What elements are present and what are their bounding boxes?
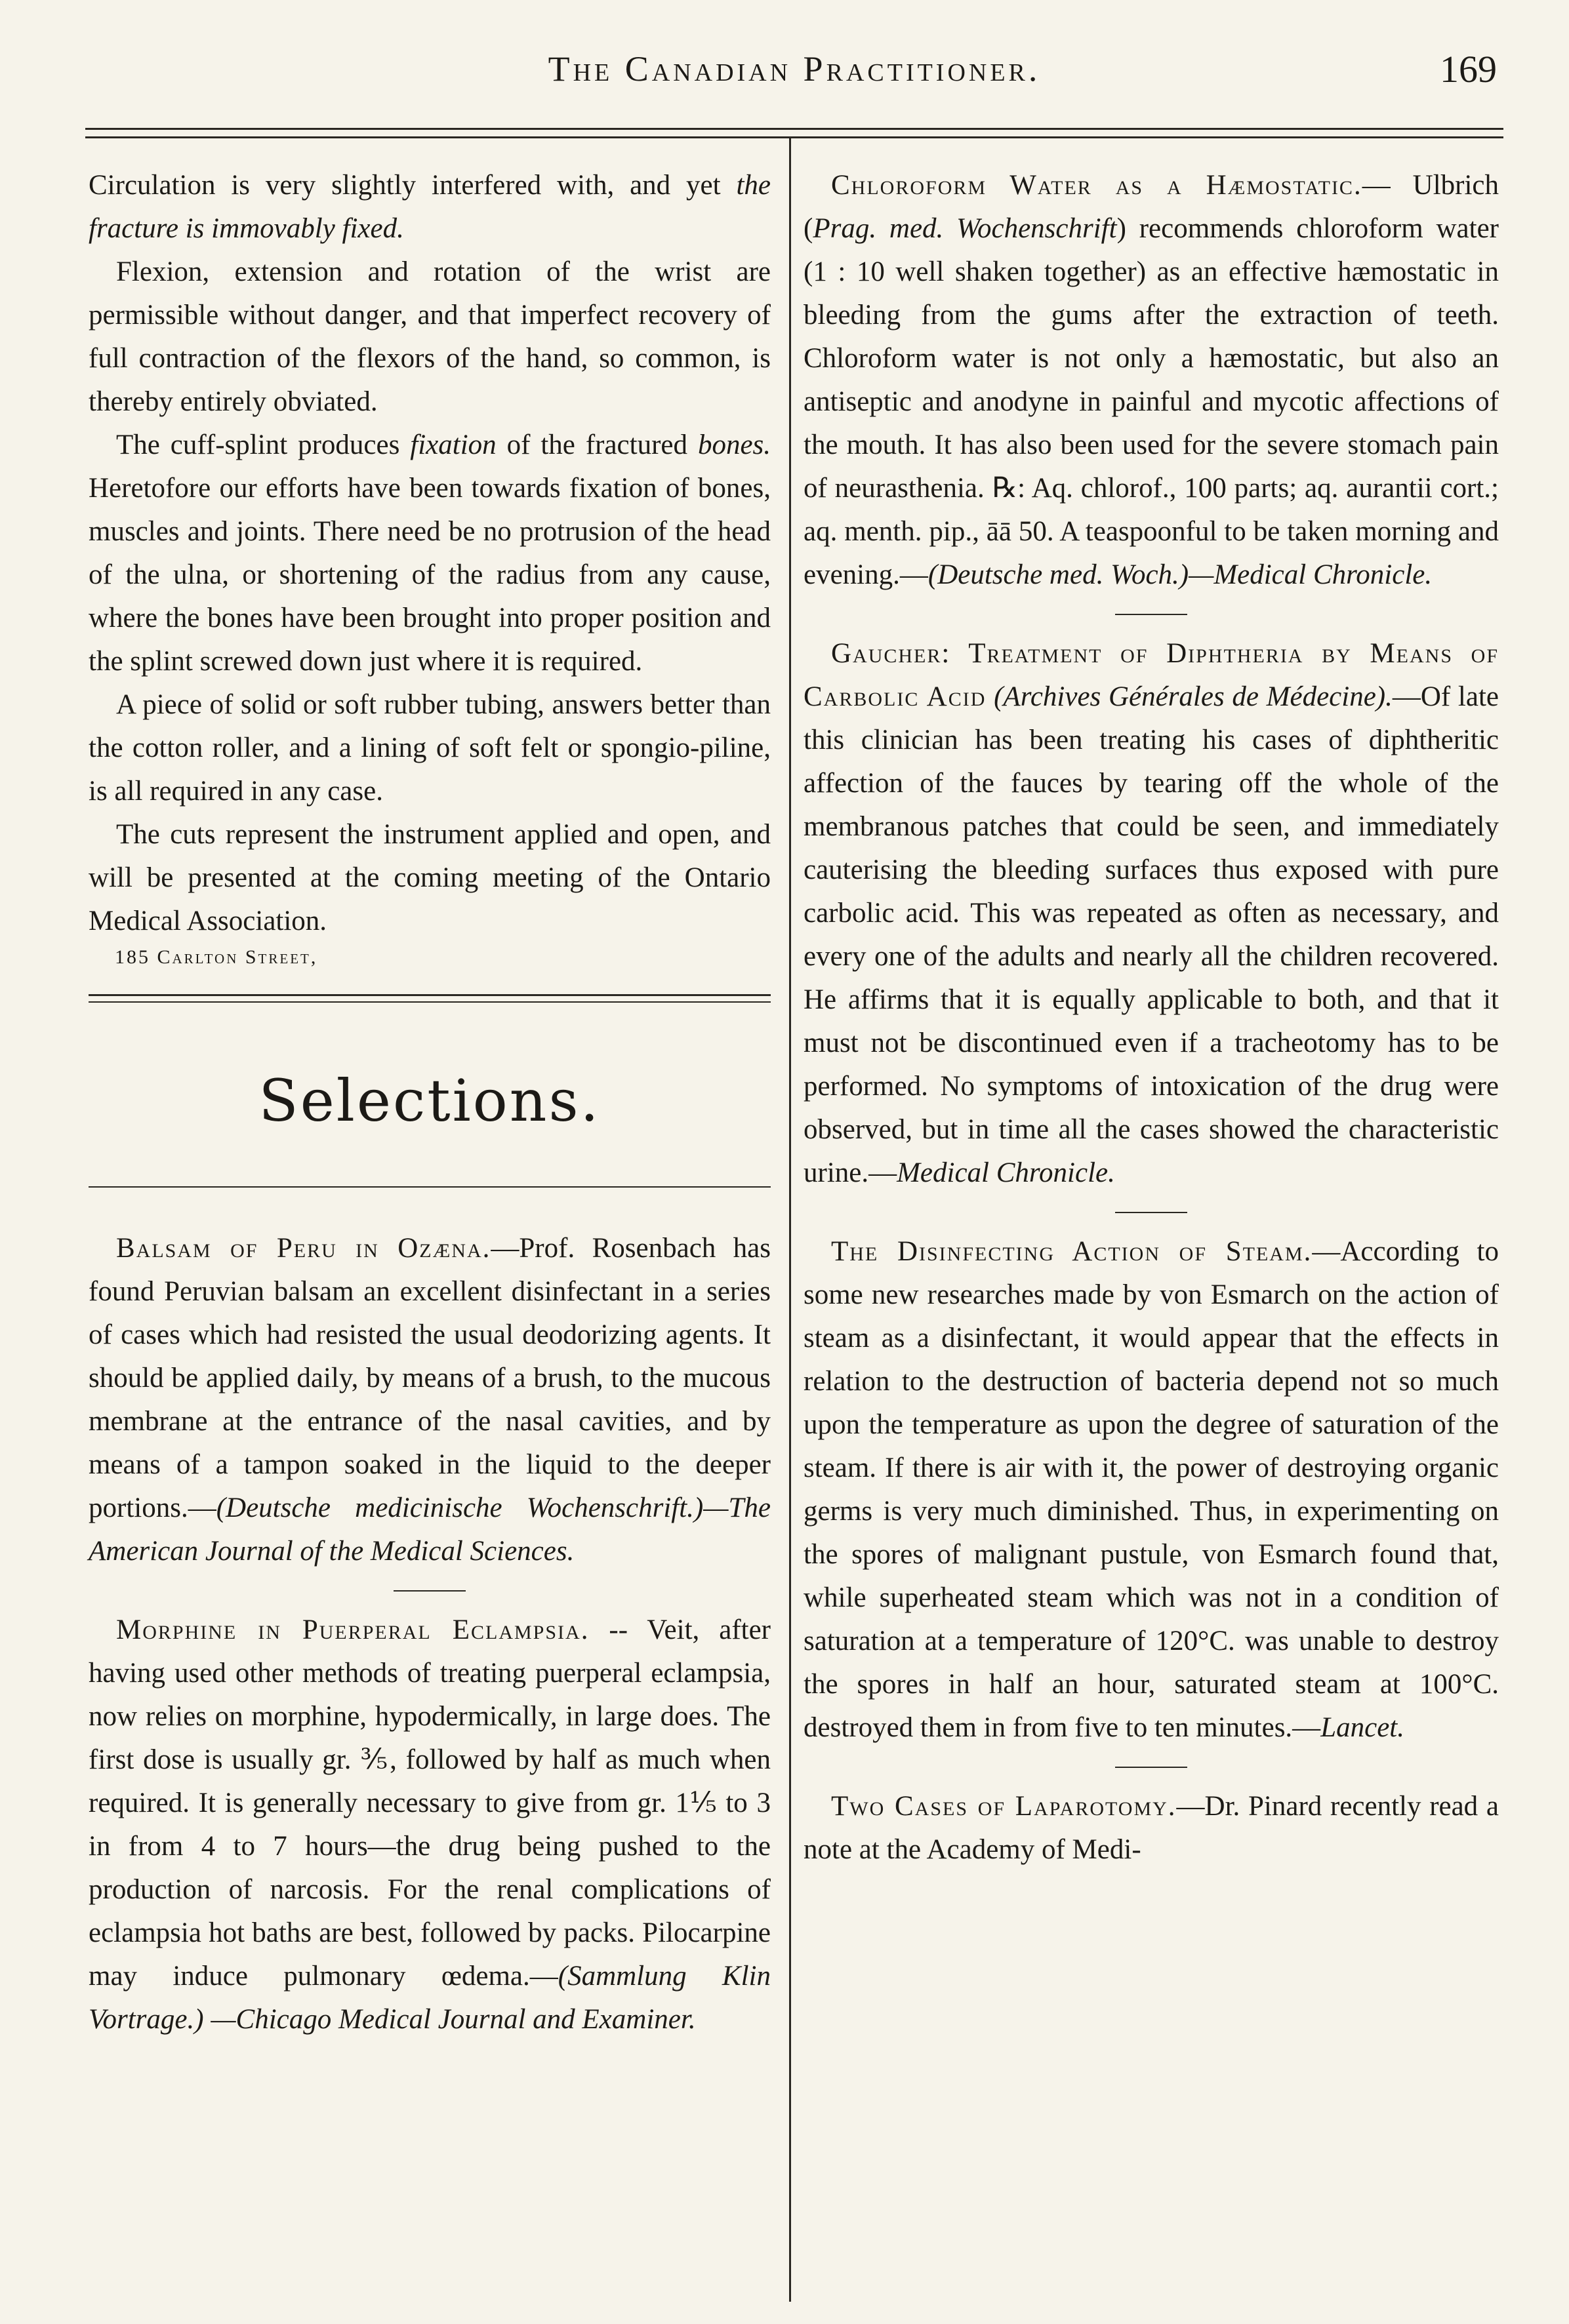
right-column [804, 164, 1499, 1872]
header-rule [85, 128, 1503, 138]
article-separator [1115, 1767, 1187, 1768]
article-heading: The Disinfecting Action of Steam. [831, 1236, 1313, 1267]
article-source: (Deutsche medicinische Wochenschrift.)—The American Journal of the Medical Sciences. [89, 1493, 771, 1567]
paragraph-flexion: Flexion, extension and rotation of the wrist are permissible without danger, and that imperfect recovery of full contraction of the flexors of the hand, so common, is thereby entirely obviated. [89, 256, 771, 417]
article-separator [1115, 614, 1187, 615]
article-source: Lancet. [1320, 1712, 1404, 1743]
article-source: (Sammlung Klin Vortrage.) —Chicago Medical Journal and Examiner. [89, 1961, 771, 2035]
left-column [89, 164, 771, 2041]
article-balsam: Balsam of Peru in Ozæna.—Prof. Rosenbach has found Peruvian balsam an excellent disinfectant in a series of cases which had resisted the usual deodorizing agents. It should be applied daily, by means of a brush, to the mucous membrane at the entrance of the nasal cavities, and by means of a tampon soaked in the liquid to the deeper portions.—(Deutsche medicinische Wochenschrift.)—The American Journal of the Medical Sciences. [89, 1233, 771, 1567]
article-heading: Chloroform Water as a Hæmostatic. [831, 170, 1362, 201]
running-header [85, 39, 1503, 105]
article-chloroform: Chloroform Water as a Hæmostatic.— Ulbrich (Prag. med. Wochenschrift) recommends chloroform water (1 : 10 well shaken together) as an effective hæmostatic in bleeding from the gums after the extraction of teeth. Chloroform water is not only a hæmostatic, but also an antiseptic and anodyne in painful and mycotic affections of the mouth. It has also been used for the severe stomach pain of neurasthenia. ℞: Aq. chlorof., 100 parts; aq. aurantii cort.; aq. menth. pip., āā 50. A teaspoonful to be taken morning and evening.—(Deutsche med. Woch.)—Medical Chronicle. [804, 170, 1499, 590]
paragraph-cuts: The cuts represent the instrument applied and open, and will be presented at the coming meeting of the Ontario Medical Association. [89, 819, 771, 936]
article-source: (Deutsche med. Woch.)—Medical Chronicle. [927, 559, 1433, 590]
paragraph-rubber-tubing: A piece of solid or soft rubber tubing, answers better than the cotton roller, and a lining of soft felt or spongio-piline, is all required in any case. [89, 689, 771, 807]
article-heading: Gaucher: Treatment of Diphtheria by Means of Carbolic Acid [804, 638, 1499, 712]
article-heading: Morphine in Puerperal Eclampsia. [116, 1614, 590, 1645]
page-number: 169 [1440, 48, 1497, 90]
article-steam: The Disinfecting Action of Steam.—According to some new researches made by von Esmarch on the action of steam as a disinfectant, it would appear that the effects in relation to the destruction of bacteria depend not so much upon the temperature as upon the degree of saturation of the steam. If there is air with it, the power of destroying organic germs is very much diminished. Thus, in experimenting on the spores of malignant pustule, von Esmarch found that, while superheated steam which was not in a condition of saturation at a temperature of 120°C. was unable to destroy the spores in half an hour, saturated steam at 100°C. destroyed them in from five to ten minutes.—Lancet. [804, 1236, 1499, 1743]
journal-title: The Canadian Practitioner. [548, 49, 1041, 89]
section-rule [89, 994, 771, 1003]
article-heading: Two Cases of Laparotomy. [831, 1791, 1177, 1822]
article-gaucher: Gaucher: Treatment of Diphtheria by Means of Carbolic Acid (Archives Générales de Médecine).—Of late this clinician has been treating his cases of diphtheritic affection of the fauces by tearing off the whole of the membranous patches that could be seen, and immediately cauterising the bleeding surfaces thus exposed with pure carbolic acid. This was repeated as often as necessary, and every one of the adults and nearly all the children recovered. He affirms that it is equally applicable to both, and that it must not be discontinued even if a tracheotomy has to be performed. No symptoms of intoxication of the drug were observed, but in time all the cases showed the characteristic urine.—Medical Chronicle. [804, 638, 1499, 1188]
article-separator [1115, 1212, 1187, 1213]
article-source: Medical Chronicle. [897, 1157, 1115, 1188]
paragraph-circulation: Circulation is very slightly interfered with, and yet the fracture is immovably fixed. [89, 170, 771, 244]
section-title: Selections. [258, 1067, 601, 1134]
article-separator [394, 1590, 466, 1592]
article-laparotomy: Two Cases of Laparotomy.—Dr. Pinard recently read a note at the Academy of Medi- [804, 1791, 1499, 1865]
title-rule [89, 1186, 771, 1188]
address-signoff: 185 Carlton Street, [115, 946, 318, 968]
article-morphine: Morphine in Puerperal Eclampsia. -- Veit, after having used other methods of treating puerperal eclampsia, now relies on morphine, hypodermically, in large does. The first dose is usually gr. ⅗, followed by half as much when required. It is generally necessary to give from gr. 1⅕ to 3 in from 4 to 7 hours—the drug being pushed to the production of narcosis. For the renal complications of eclampsia hot baths are best, followed by packs. Pilocarpine may induce pulmonary œdema.—(Sammlung Klin Vortrage.) —Chicago Medical Journal and Examiner. [89, 1614, 771, 2035]
column-divider [789, 138, 791, 2302]
paragraph-cuff-splint: The cuff-splint produces fixation of the fractured bones. Heretofore our efforts have been towards fixation of bones, muscles and joints. There need be no protrusion of the head of the ulna, or shortening of the radius from any cause, where the bones have been brought into proper position and the splint screwed down just where it is required. [89, 430, 771, 677]
article-heading: Balsam of Peru in Ozæna. [116, 1233, 491, 1264]
